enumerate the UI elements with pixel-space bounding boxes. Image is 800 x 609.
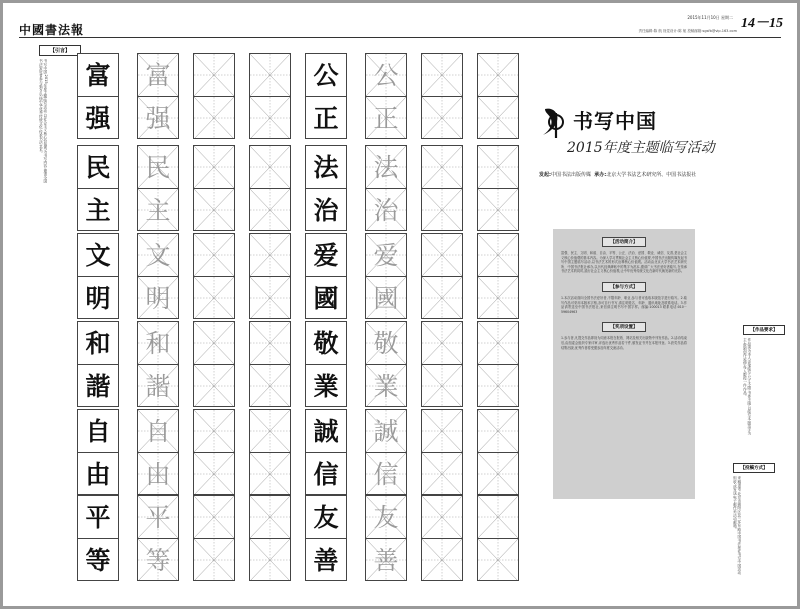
model-character: 信 bbox=[313, 459, 339, 489]
grid-cell bbox=[478, 410, 518, 452]
grid-cell bbox=[478, 538, 518, 580]
trace-character: 自 bbox=[145, 416, 171, 446]
grid-cell bbox=[250, 496, 290, 538]
grid-cell bbox=[138, 496, 178, 538]
grid-cell bbox=[306, 538, 346, 580]
grid-cell bbox=[422, 364, 462, 406]
trace-character: 由 bbox=[145, 459, 171, 489]
trace-character: 等 bbox=[145, 545, 171, 575]
mi-grid-guide bbox=[422, 365, 462, 406]
newspaper-page bbox=[3, 3, 797, 606]
grid-cell bbox=[422, 54, 462, 96]
practice-column bbox=[77, 321, 119, 407]
intro-text: 书写中国,2015年度主题临写活动,以社会主义核心价值观为书写内容,邀请全国书法爱好者参与临写,弘扬中华优秀传统文化,传承书法艺术。 bbox=[39, 59, 48, 184]
mi-grid-guide bbox=[422, 453, 462, 494]
side-note-2-text: 来稿请寄:北京市朝阳区北三环东路中国书法报社书写中国活动组收,或发送电子邮件至活动邮箱。 bbox=[733, 476, 742, 575]
practice-column bbox=[305, 409, 347, 495]
practice-column bbox=[305, 53, 347, 139]
model-character: 敬 bbox=[313, 328, 339, 358]
mi-grid-guide bbox=[250, 496, 290, 538]
mi-grid-guide bbox=[478, 97, 518, 138]
grid-cell bbox=[194, 54, 234, 96]
grid-cell bbox=[138, 410, 178, 452]
grid-cell bbox=[250, 364, 290, 406]
grid-cell bbox=[194, 234, 234, 276]
model-character: 法 bbox=[313, 152, 339, 182]
side-note-1-text: 作品须为本人亲笔临写,尺寸不限,书体不限,以临写本版范字为主,鼓励创作延伸,每人限投一件作品。 bbox=[743, 338, 752, 436]
grid-cell bbox=[366, 410, 406, 452]
mi-grid-guide bbox=[478, 322, 518, 364]
grid-cell bbox=[478, 188, 518, 230]
grid-cell bbox=[78, 364, 118, 406]
practice-column bbox=[477, 321, 519, 407]
trace-character: 强 bbox=[145, 103, 171, 133]
mi-grid-guide bbox=[478, 277, 518, 318]
grid-cell bbox=[138, 54, 178, 96]
grid-cell bbox=[422, 96, 462, 138]
grid-cell bbox=[250, 96, 290, 138]
grid-cell bbox=[306, 496, 346, 538]
practice-column bbox=[365, 321, 407, 407]
grid-cell bbox=[478, 452, 518, 494]
practice-column bbox=[137, 409, 179, 495]
practice-column bbox=[421, 145, 463, 231]
model-character: 等 bbox=[85, 545, 111, 575]
practice-column bbox=[137, 321, 179, 407]
practice-column bbox=[137, 145, 179, 231]
practice-column bbox=[305, 145, 347, 231]
practice-column bbox=[77, 145, 119, 231]
practice-column bbox=[249, 495, 291, 581]
grid-cell bbox=[250, 54, 290, 96]
trace-character: 諧 bbox=[145, 371, 171, 401]
model-character: 爱 bbox=[313, 240, 339, 270]
grid-cell bbox=[78, 96, 118, 138]
mi-grid-guide bbox=[194, 277, 234, 318]
trace-character: 友 bbox=[373, 502, 399, 532]
org-value-1: 中国书法出版传媒 bbox=[551, 172, 592, 178]
trace-character: 法 bbox=[373, 152, 399, 182]
practice-column bbox=[365, 145, 407, 231]
practice-column bbox=[77, 409, 119, 495]
notice-heading-participation: 【参与方式】 bbox=[602, 282, 646, 292]
grid-cell bbox=[78, 146, 118, 188]
grid-cell bbox=[250, 188, 290, 230]
grid-cell bbox=[194, 276, 234, 318]
practice-column bbox=[77, 233, 119, 319]
grid-cell bbox=[250, 234, 290, 276]
trace-character: 善 bbox=[373, 545, 399, 575]
grid-cell bbox=[422, 234, 462, 276]
notice-body-intro: 富强、民主、文明、和谐、自由、平等、公正、法治、爱国、敬业、诚信、友善,是社会主义核心价值观的基本内容。为深入学习贯彻社会主义核心价值观,中国书法出版传媒发起书写中国主题临写活动,以书法艺术的形式诠释核心价值观。活动由北京大学书法艺术研究所、中国书法报社承办,以历代经典碑帖中的集字为范本,邀请广大书法爱好者临写,在传承书法艺术的同时,践行社会主义核心价值观,让中华优秀传统文化在新时代焕发新的光彩。 bbox=[561, 251, 687, 274]
side-note-2 bbox=[733, 463, 775, 576]
grid-cell bbox=[422, 146, 462, 188]
mi-grid-guide bbox=[250, 146, 290, 188]
practice-column bbox=[249, 53, 291, 139]
feature-subtitle: 2015年度主题临写活动 bbox=[567, 140, 715, 156]
practice-column bbox=[193, 145, 235, 231]
mi-grid-guide bbox=[422, 189, 462, 230]
grid-cell bbox=[306, 410, 346, 452]
grid-cell bbox=[138, 364, 178, 406]
grid-cell bbox=[250, 276, 290, 318]
practice-column bbox=[249, 321, 291, 407]
model-character: 明 bbox=[85, 283, 111, 313]
grid-cell bbox=[194, 188, 234, 230]
grid-cell bbox=[422, 188, 462, 230]
grid-cell bbox=[306, 234, 346, 276]
grid-cell bbox=[194, 496, 234, 538]
grid-cell bbox=[194, 322, 234, 364]
trace-character: 平 bbox=[145, 502, 171, 532]
grid-cell bbox=[194, 96, 234, 138]
date-line: 2015年11月10日 星期二 bbox=[687, 15, 733, 20]
mi-grid-guide bbox=[478, 146, 518, 188]
grid-cell bbox=[366, 234, 406, 276]
grid-cell bbox=[78, 410, 118, 452]
grid-cell bbox=[422, 410, 462, 452]
practice-column bbox=[193, 53, 235, 139]
mi-grid-guide bbox=[422, 539, 462, 580]
grid-cell bbox=[78, 276, 118, 318]
notice-body-participation: 1.本次活动面向全国书法爱好者,不限年龄、职业,参与者可选取本版范字进行临写。2.临写作品可采用本版米字格,亦可自行书写,请注明姓名、年龄、通讯地址及联系电话。3.作品请寄送至中国书法报社,来信请注明书写中国字样。邮编:100013 联系电话:010－59604963 bbox=[561, 295, 687, 314]
practice-column bbox=[193, 495, 235, 581]
mi-grid-guide bbox=[422, 54, 462, 96]
model-character: 富 bbox=[85, 60, 111, 90]
practice-column bbox=[421, 233, 463, 319]
mi-grid-guide bbox=[194, 410, 234, 452]
header-date bbox=[687, 15, 779, 21]
trace-character: 國 bbox=[373, 283, 399, 313]
org-value-2: 北京大学书法艺术研究所、中国书法报社 bbox=[606, 172, 697, 178]
side-note-2-heading: 【投稿方式】 bbox=[733, 463, 775, 473]
grid-cell bbox=[194, 452, 234, 494]
grid-cell bbox=[250, 146, 290, 188]
grid-cell bbox=[78, 322, 118, 364]
mi-grid-guide bbox=[422, 146, 462, 188]
trace-character: 主 bbox=[145, 195, 171, 225]
model-character: 和 bbox=[85, 328, 111, 358]
mi-grid-guide bbox=[194, 496, 234, 538]
trace-character: 公 bbox=[373, 60, 399, 90]
practice-column bbox=[477, 145, 519, 231]
grid-cell bbox=[366, 322, 406, 364]
practice-column bbox=[477, 409, 519, 495]
masthead: 中國書法報 bbox=[19, 23, 85, 37]
practice-column bbox=[305, 321, 347, 407]
grid-cell bbox=[422, 322, 462, 364]
grid-cell bbox=[306, 322, 346, 364]
practice-column bbox=[477, 495, 519, 581]
grid-cell bbox=[250, 322, 290, 364]
grid-cell bbox=[422, 538, 462, 580]
grid-cell bbox=[422, 452, 462, 494]
mi-grid-guide bbox=[250, 365, 290, 406]
mi-grid-guide bbox=[478, 189, 518, 230]
grid-cell bbox=[194, 538, 234, 580]
org-label-1: 发起: bbox=[539, 172, 551, 178]
trace-character: 信 bbox=[373, 459, 399, 489]
practice-column bbox=[365, 233, 407, 319]
side-note-1 bbox=[743, 325, 785, 436]
model-character: 正 bbox=[313, 103, 339, 133]
mi-grid-guide bbox=[478, 453, 518, 494]
practice-column bbox=[137, 53, 179, 139]
grid-cell bbox=[478, 276, 518, 318]
practice-column bbox=[365, 409, 407, 495]
mi-grid-guide bbox=[194, 365, 234, 406]
model-character: 業 bbox=[313, 371, 339, 401]
mi-grid-guide bbox=[194, 322, 234, 364]
mi-grid-guide bbox=[422, 410, 462, 452]
grid-cell bbox=[366, 364, 406, 406]
header-rule bbox=[19, 37, 781, 38]
grid-cell bbox=[422, 496, 462, 538]
grid-cell bbox=[250, 410, 290, 452]
grid-cell bbox=[194, 364, 234, 406]
trace-character: 誠 bbox=[373, 416, 399, 446]
practice-column bbox=[193, 409, 235, 495]
mi-grid-guide bbox=[478, 365, 518, 406]
grid-cell bbox=[306, 54, 346, 96]
grid-cell bbox=[138, 96, 178, 138]
mi-grid-guide bbox=[250, 234, 290, 276]
editor-line: 责任编辑:陈 航 视觉设计:陈 航 投稿邮箱:sgsfb@vip.163.com bbox=[638, 29, 737, 33]
mi-grid-guide bbox=[422, 496, 462, 538]
notice-heading-intro: 【活动简介】 bbox=[602, 237, 646, 247]
mi-grid-guide bbox=[478, 410, 518, 452]
mi-grid-guide bbox=[478, 54, 518, 96]
model-character: 强 bbox=[85, 103, 111, 133]
side-note-1-heading: 【作品要求】 bbox=[743, 325, 785, 335]
grid-cell bbox=[194, 146, 234, 188]
brush-logo-icon bbox=[539, 105, 567, 139]
grid-cell bbox=[250, 452, 290, 494]
model-character: 平 bbox=[85, 502, 111, 532]
notice-box bbox=[553, 229, 695, 499]
mi-grid-guide bbox=[250, 539, 290, 580]
grid-cell bbox=[366, 496, 406, 538]
grid-cell bbox=[306, 146, 346, 188]
practice-column bbox=[365, 53, 407, 139]
mi-grid-guide bbox=[250, 189, 290, 230]
grid-cell bbox=[138, 276, 178, 318]
model-character: 諧 bbox=[85, 371, 111, 401]
practice-column bbox=[193, 233, 235, 319]
grid-cell bbox=[366, 96, 406, 138]
mi-grid-guide bbox=[194, 453, 234, 494]
mi-grid-guide bbox=[250, 410, 290, 452]
grid-cell bbox=[422, 276, 462, 318]
organizers-line bbox=[539, 171, 696, 178]
grid-cell bbox=[78, 54, 118, 96]
grid-cell bbox=[78, 538, 118, 580]
practice-column bbox=[477, 233, 519, 319]
model-character: 治 bbox=[313, 195, 339, 225]
model-character: 國 bbox=[313, 283, 339, 313]
practice-column bbox=[365, 495, 407, 581]
mi-grid-guide bbox=[250, 322, 290, 364]
model-character: 由 bbox=[85, 459, 111, 489]
grid-cell bbox=[306, 276, 346, 318]
practice-column bbox=[421, 53, 463, 139]
practice-column bbox=[421, 409, 463, 495]
mi-grid-guide bbox=[250, 97, 290, 138]
grid-cell bbox=[306, 96, 346, 138]
grid-cell bbox=[138, 188, 178, 230]
grid-cell bbox=[306, 452, 346, 494]
trace-character: 爱 bbox=[373, 240, 399, 270]
trace-character: 業 bbox=[373, 371, 399, 401]
model-character: 誠 bbox=[313, 416, 339, 446]
grid-cell bbox=[138, 146, 178, 188]
grid-cell bbox=[478, 364, 518, 406]
practice-column bbox=[477, 53, 519, 139]
grid-cell bbox=[194, 410, 234, 452]
notice-heading-awards: 【奖项设置】 bbox=[602, 322, 646, 332]
grid-cell bbox=[78, 452, 118, 494]
grid-cell bbox=[478, 496, 518, 538]
mi-grid-guide bbox=[194, 54, 234, 96]
grid-cell bbox=[478, 96, 518, 138]
trace-character: 正 bbox=[373, 103, 399, 133]
intro-column bbox=[39, 45, 81, 185]
model-character: 自 bbox=[85, 416, 111, 446]
mi-grid-guide bbox=[194, 146, 234, 188]
grid-cell bbox=[366, 276, 406, 318]
model-character: 友 bbox=[313, 502, 339, 532]
mi-grid-guide bbox=[250, 54, 290, 96]
mi-grid-guide bbox=[422, 277, 462, 318]
grid-cell bbox=[366, 54, 406, 96]
grid-cell bbox=[78, 496, 118, 538]
model-character: 主 bbox=[85, 195, 111, 225]
mi-grid-guide bbox=[194, 97, 234, 138]
grid-cell bbox=[478, 54, 518, 96]
mi-grid-guide bbox=[194, 539, 234, 580]
practice-column bbox=[193, 321, 235, 407]
trace-character: 敬 bbox=[373, 328, 399, 358]
mi-grid-guide bbox=[422, 322, 462, 364]
trace-character: 文 bbox=[145, 240, 171, 270]
trace-character: 民 bbox=[145, 152, 171, 182]
grid-cell bbox=[478, 322, 518, 364]
practice-column bbox=[77, 53, 119, 139]
grid-cell bbox=[78, 234, 118, 276]
practice-column bbox=[249, 409, 291, 495]
grid-cell bbox=[250, 538, 290, 580]
grid-cell bbox=[138, 234, 178, 276]
grid-cell bbox=[306, 364, 346, 406]
trace-character: 和 bbox=[145, 328, 171, 358]
practice-column bbox=[249, 233, 291, 319]
practice-column bbox=[137, 495, 179, 581]
mi-grid-guide bbox=[194, 189, 234, 230]
grid-cell bbox=[306, 188, 346, 230]
grid-cell bbox=[138, 452, 178, 494]
grid-cell bbox=[478, 234, 518, 276]
mi-grid-guide bbox=[422, 97, 462, 138]
grid-cell bbox=[366, 538, 406, 580]
grid-cell bbox=[138, 322, 178, 364]
grid-cell bbox=[78, 188, 118, 230]
grid-cell bbox=[138, 538, 178, 580]
trace-character: 明 bbox=[145, 283, 171, 313]
model-character: 公 bbox=[313, 60, 339, 90]
mi-grid-guide bbox=[250, 277, 290, 318]
grid-cell bbox=[366, 188, 406, 230]
model-character: 文 bbox=[85, 240, 111, 270]
org-label-2: 承办: bbox=[594, 172, 607, 178]
mi-grid-guide bbox=[194, 234, 234, 276]
mi-grid-guide bbox=[478, 496, 518, 538]
practice-column bbox=[305, 233, 347, 319]
practice-column bbox=[421, 495, 463, 581]
notice-body-awards: 1.参与者,凡提交作品即视为同意本报在报纸、网站及相关出版物中刊发作品。2.活动结束后,由组委会组织专家评审,评选出优秀作品若干件,颁发证书并在本报刊登。3.获奖作品将结集出版,优秀作者将受邀参加年度交流活动。 bbox=[561, 336, 687, 350]
grid-cell bbox=[478, 146, 518, 188]
model-character: 善 bbox=[313, 545, 339, 575]
practice-column bbox=[305, 495, 347, 581]
grid-cell bbox=[366, 146, 406, 188]
feature-title: 书写中国 bbox=[573, 109, 657, 133]
mi-grid-guide bbox=[478, 539, 518, 580]
grid-cell bbox=[366, 452, 406, 494]
intro-heading: 【引言】 bbox=[39, 45, 81, 56]
mi-grid-guide bbox=[478, 234, 518, 276]
trace-character: 富 bbox=[145, 60, 171, 90]
practice-column bbox=[137, 233, 179, 319]
page-numbers: 14－15 bbox=[741, 16, 783, 31]
mi-grid-guide bbox=[250, 453, 290, 494]
trace-character: 治 bbox=[373, 195, 399, 225]
practice-column bbox=[421, 321, 463, 407]
model-character: 民 bbox=[85, 152, 111, 182]
mi-grid-guide bbox=[422, 234, 462, 276]
practice-column bbox=[249, 145, 291, 231]
practice-column bbox=[77, 495, 119, 581]
